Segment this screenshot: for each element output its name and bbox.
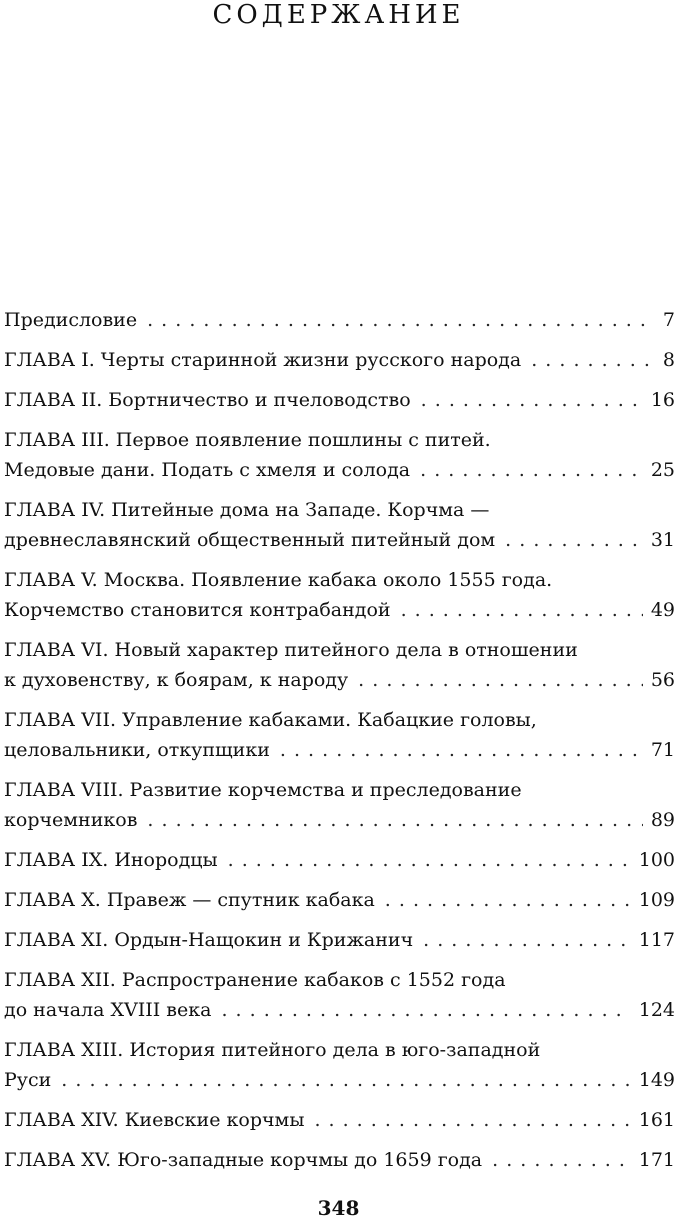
toc-entry-title: ГЛАВА XIV. Киевские корчмы [4,1109,305,1131]
dot-leader [280,735,643,765]
toc-page-number: 149 [638,1069,675,1091]
dot-leader [314,1105,630,1135]
toc-entry-title: ГЛАВА III. Первое появление пошлины с питей. [4,429,491,451]
toc-entry [4,635,675,695]
toc-page-number: 171 [638,1149,675,1171]
dot-leader [147,805,642,835]
dot-leader [228,845,631,875]
toc-page-number: 49 [650,599,675,621]
toc-page-number: 25 [650,459,675,481]
toc-entry-title: ГЛАВА II. Бортничество и пчеловодство [4,389,411,411]
toc-entry [4,885,675,915]
toc-entry-title: ГЛАВА XII. Распространение кабаков с 1552 года [4,969,506,991]
dot-leader [385,885,631,915]
toc-page-number: 8 [662,349,675,371]
dot-leader [420,455,643,485]
dot-leader [221,995,630,1025]
toc-entry-title-cont: Медовые дани. Подать с хмеля и солода [4,459,411,481]
toc-entry [4,1145,675,1175]
toc-entry-title-cont: к духовенству, к боярам, к народу [4,669,349,691]
toc-entry-title: ГЛАВА VIII. Развитие корчемства и преследование [4,779,522,801]
toc-entry-title-cont: целовальники, откупщики [4,739,270,761]
toc-entry-title-cont: корчемников [4,809,138,831]
toc-entry [4,565,675,625]
toc-entry-title: ГЛАВА IX. Инородцы [4,849,218,871]
dot-leader [401,595,643,625]
toc-entry [4,495,675,555]
dot-leader [423,925,631,955]
toc-entry [4,345,675,375]
toc-page-number: 161 [638,1109,675,1131]
dot-leader [531,345,655,375]
toc-entry [4,705,675,765]
toc-page-number: 16 [650,389,675,411]
toc-entry [4,425,675,485]
toc-entry [4,775,675,835]
toc-entry-title-cont: Руси [4,1069,52,1091]
dot-leader [358,665,643,695]
toc-page-number: 109 [638,889,675,911]
dot-leader [421,385,643,415]
toc-entry-title-cont: древнеславянский общественный питейный дом [4,529,496,551]
toc-entry [4,925,675,955]
toc-entry-title: ГЛАВА X. Правеж — спутник кабака [4,889,375,911]
toc-page-number: 71 [650,739,675,761]
toc-entry [4,845,675,875]
toc-entry-title-cont: до начала XVIII века [4,999,212,1021]
dot-leader [505,525,643,555]
toc-page-number: 31 [650,529,675,551]
toc-page-number: 100 [638,849,675,871]
toc-entry-title: ГЛАВА VI. Новый характер питейного дела в отношении [4,639,578,661]
dot-leader [492,1145,631,1175]
toc-page-number: 117 [638,929,675,951]
toc-entry-title: Предисловие [4,309,138,331]
toc-entry [4,385,675,415]
toc-entry [4,965,675,1025]
table-of-contents [4,305,675,1185]
toc-page-number: 56 [650,669,675,691]
page-number: 348 [317,1196,360,1220]
toc-entry-title-cont: Корчемство становится контрабандой [4,599,391,621]
page-title: СОДЕРЖАНИЕ [212,0,465,30]
dot-leader [61,1065,630,1095]
toc-entry [4,1035,675,1095]
toc-page-number: 7 [662,309,675,331]
dot-leader [147,305,655,335]
toc-entry-title: ГЛАВА VII. Управление кабаками. Кабацкие головы, [4,709,537,731]
toc-entry-title: ГЛАВА XIII. История питейного дела в юго-западной [4,1039,541,1061]
toc-entry [4,1105,675,1135]
toc-entry-title: ГЛАВА XV. Юго-западные корчмы до 1659 года [4,1149,483,1171]
toc-entry-title: ГЛАВА V. Москва. Появление кабака около 1555 года. [4,569,553,591]
toc-page-number: 89 [650,809,675,831]
toc-entry [4,305,675,335]
toc-entry-title: ГЛАВА XI. Ордын-Нащокин и Крижанич [4,929,414,951]
toc-entry-title: ГЛАВА I. Черты старинной жизни русского народа [4,349,522,371]
toc-page-number: 124 [638,999,675,1021]
toc-entry-title: ГЛАВА IV. Питейные дома на Западе. Корчма — [4,499,490,521]
